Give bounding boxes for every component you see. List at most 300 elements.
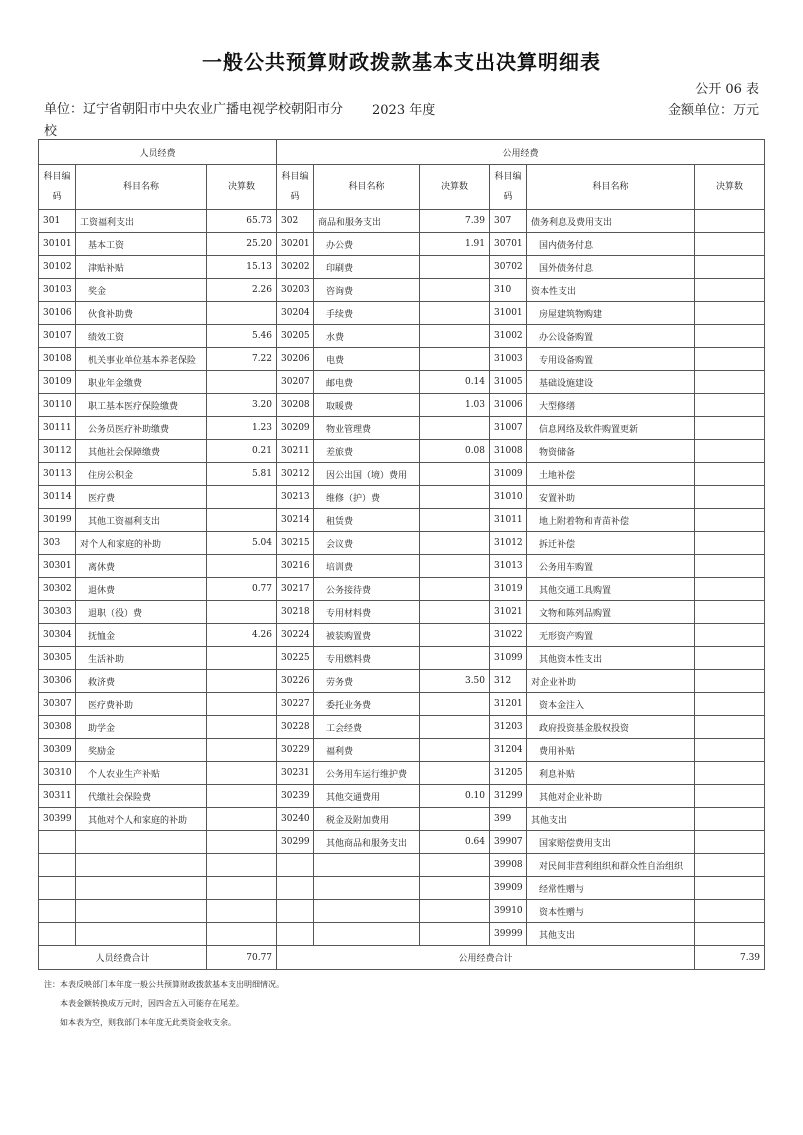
table-row xyxy=(39,739,765,762)
amount-cell xyxy=(420,923,490,946)
name-cell: 会议费 xyxy=(314,532,420,555)
amount-cell xyxy=(695,417,765,440)
amount-cell xyxy=(695,394,765,417)
name-cell: 救济费 xyxy=(76,670,207,693)
amount-cell xyxy=(420,256,490,279)
code-cell: 30231 xyxy=(277,762,314,785)
expenditure-table xyxy=(38,139,765,970)
amount-cell xyxy=(207,601,277,624)
code-cell: 302 xyxy=(277,210,314,233)
amount-cell xyxy=(695,601,765,624)
code-cell: 30399 xyxy=(39,808,76,831)
code-cell: 303 xyxy=(39,532,76,555)
amount-unit: 金额单位：万元 xyxy=(667,103,759,118)
table-row xyxy=(39,325,765,348)
amount-cell xyxy=(695,348,765,371)
code-cell: 39908 xyxy=(490,854,527,877)
amount-cell xyxy=(420,647,490,670)
table-row xyxy=(39,854,765,877)
amount-cell xyxy=(420,325,490,348)
code-cell: 30229 xyxy=(277,739,314,762)
name-cell xyxy=(314,854,420,877)
code-cell: 30214 xyxy=(277,509,314,532)
name-cell: 奖励金 xyxy=(76,739,207,762)
table-row xyxy=(39,256,765,279)
name-cell: 税金及附加费用 xyxy=(314,808,420,831)
name-cell: 文物和陈列品购置 xyxy=(527,601,695,624)
table-row xyxy=(39,923,765,946)
code-cell: 30109 xyxy=(39,371,76,394)
name-cell: 专用燃料费 xyxy=(314,647,420,670)
amount-cell xyxy=(695,578,765,601)
amount-cell: 1.23 xyxy=(207,417,277,440)
group-personnel: 人员经费 xyxy=(39,140,277,165)
report-year: 2023 年度 xyxy=(372,103,436,118)
amount-cell xyxy=(695,624,765,647)
amount-cell: 1.91 xyxy=(420,233,490,256)
code-cell: 31005 xyxy=(490,371,527,394)
amount-cell xyxy=(695,486,765,509)
code-cell: 30308 xyxy=(39,716,76,739)
amount-cell: 65.73 xyxy=(207,210,277,233)
name-cell: 公务用车运行维护费 xyxy=(314,762,420,785)
amount-cell xyxy=(695,532,765,555)
code-cell: 30215 xyxy=(277,532,314,555)
name-cell: 邮电费 xyxy=(314,371,420,394)
code-cell: 31021 xyxy=(490,601,527,624)
code-cell: 30208 xyxy=(277,394,314,417)
amount-cell xyxy=(207,923,277,946)
name-cell: 对民间非营利组织和群众性自治组织 xyxy=(527,854,695,877)
amount-cell xyxy=(207,785,277,808)
amount-cell xyxy=(207,854,277,877)
amount-cell xyxy=(695,900,765,923)
name-cell: 信息网络及软件购置更新 xyxy=(527,417,695,440)
amount-cell xyxy=(420,624,490,647)
amount-cell xyxy=(695,762,765,785)
code-cell xyxy=(39,877,76,900)
code-cell: 30306 xyxy=(39,670,76,693)
code-cell: 30113 xyxy=(39,463,76,486)
name-cell: 代缴社会保险费 xyxy=(76,785,207,808)
amount-cell xyxy=(420,279,490,302)
amount-cell xyxy=(695,716,765,739)
name-cell: 国外债务付息 xyxy=(527,256,695,279)
name-cell: 印刷费 xyxy=(314,256,420,279)
table-row xyxy=(39,486,765,509)
amount-cell xyxy=(420,739,490,762)
col-amount: 决算数 xyxy=(420,165,490,210)
name-cell: 安置补助 xyxy=(527,486,695,509)
name-cell xyxy=(76,877,207,900)
amount-cell xyxy=(207,302,277,325)
code-cell: 30106 xyxy=(39,302,76,325)
col-name: 科目名称 xyxy=(314,165,420,210)
code-cell xyxy=(39,923,76,946)
amount-cell xyxy=(420,486,490,509)
name-cell: 经常性赠与 xyxy=(527,877,695,900)
code-cell: 31010 xyxy=(490,486,527,509)
table-row xyxy=(39,624,765,647)
name-cell: 债务利息及费用支出 xyxy=(527,210,695,233)
amount-cell xyxy=(420,762,490,785)
name-cell: 其他工资福利支出 xyxy=(76,509,207,532)
code-cell: 312 xyxy=(490,670,527,693)
code-cell xyxy=(277,900,314,923)
code-cell: 30108 xyxy=(39,348,76,371)
amount-cell xyxy=(420,601,490,624)
table-row xyxy=(39,555,765,578)
amount-cell xyxy=(695,279,765,302)
code-cell: 30702 xyxy=(490,256,527,279)
name-cell xyxy=(76,923,207,946)
code-cell: 30239 xyxy=(277,785,314,808)
name-cell: 退职（役）费 xyxy=(76,601,207,624)
amount-cell xyxy=(420,854,490,877)
name-cell: 大型修缮 xyxy=(527,394,695,417)
name-cell: 工会经费 xyxy=(314,716,420,739)
code-cell: 31099 xyxy=(490,647,527,670)
col-code: 科目编码 xyxy=(490,165,527,210)
code-cell: 31001 xyxy=(490,302,527,325)
code-cell: 30309 xyxy=(39,739,76,762)
code-cell: 30205 xyxy=(277,325,314,348)
amount-cell xyxy=(695,923,765,946)
code-cell: 399 xyxy=(490,808,527,831)
table-row xyxy=(39,371,765,394)
code-cell: 31009 xyxy=(490,463,527,486)
column-header-row xyxy=(39,165,765,210)
amount-cell xyxy=(207,808,277,831)
code-cell: 30206 xyxy=(277,348,314,371)
amount-cell xyxy=(420,808,490,831)
code-cell xyxy=(39,854,76,877)
name-cell: 差旅费 xyxy=(314,440,420,463)
amount-cell xyxy=(207,716,277,739)
amount-cell xyxy=(695,808,765,831)
name-cell: 生活补助 xyxy=(76,647,207,670)
name-cell: 被装购置费 xyxy=(314,624,420,647)
amount-cell xyxy=(695,831,765,854)
note-line: 如本表为空，则我部门本年度无此类资金收支余。 xyxy=(60,1018,236,1027)
amount-cell xyxy=(695,555,765,578)
note-line: 本表金额转换成万元时，因四舍五入可能存在尾差。 xyxy=(60,999,244,1008)
table-row xyxy=(39,877,765,900)
form-number: 公开 06 表 xyxy=(695,82,759,97)
amount-cell xyxy=(420,877,490,900)
name-cell: 其他交通工具购置 xyxy=(527,578,695,601)
name-cell: 其他商品和服务支出 xyxy=(314,831,420,854)
personnel-total-value: 70.77 xyxy=(207,946,277,970)
name-cell: 因公出国（境）费用 xyxy=(314,463,420,486)
code-cell: 30216 xyxy=(277,555,314,578)
amount-cell: 3.20 xyxy=(207,394,277,417)
name-cell: 租赁费 xyxy=(314,509,420,532)
totals-row xyxy=(39,946,765,970)
name-cell: 其他交通费用 xyxy=(314,785,420,808)
code-cell: 30310 xyxy=(39,762,76,785)
name-cell: 对企业补助 xyxy=(527,670,695,693)
code-cell: 39909 xyxy=(490,877,527,900)
amount-cell xyxy=(695,325,765,348)
code-cell: 30218 xyxy=(277,601,314,624)
name-cell: 电费 xyxy=(314,348,420,371)
name-cell: 国内债务付息 xyxy=(527,233,695,256)
amount-cell xyxy=(420,578,490,601)
amount-cell xyxy=(420,532,490,555)
table-row xyxy=(39,440,765,463)
name-cell: 公务接待费 xyxy=(314,578,420,601)
code-cell: 30111 xyxy=(39,417,76,440)
name-cell: 资本金注入 xyxy=(527,693,695,716)
group-public: 公用经费 xyxy=(277,140,765,165)
amount-cell xyxy=(695,371,765,394)
name-cell: 绩效工资 xyxy=(76,325,207,348)
name-cell: 无形资产购置 xyxy=(527,624,695,647)
col-name: 科目名称 xyxy=(527,165,695,210)
table-row xyxy=(39,831,765,854)
table-row xyxy=(39,348,765,371)
name-cell: 其他社会保障缴费 xyxy=(76,440,207,463)
name-cell: 基础设施建设 xyxy=(527,371,695,394)
table-row xyxy=(39,394,765,417)
name-cell: 公务员医疗补助缴费 xyxy=(76,417,207,440)
code-cell: 31012 xyxy=(490,532,527,555)
code-cell xyxy=(39,831,76,854)
amount-cell: 0.08 xyxy=(420,440,490,463)
code-cell: 39907 xyxy=(490,831,527,854)
name-cell: 工资福利支出 xyxy=(76,210,207,233)
code-cell: 30199 xyxy=(39,509,76,532)
group-header-row xyxy=(39,140,765,165)
name-cell: 资本性赠与 xyxy=(527,900,695,923)
table-row xyxy=(39,279,765,302)
amount-cell xyxy=(695,233,765,256)
code-cell: 30114 xyxy=(39,486,76,509)
amount-cell: 4.26 xyxy=(207,624,277,647)
table-row xyxy=(39,808,765,831)
table-row xyxy=(39,302,765,325)
amount-cell: 25.20 xyxy=(207,233,277,256)
reporting-unit: 单位：辽宁省朝阳市中央农业广播电视学校朝阳市分校 xyxy=(44,102,344,139)
table-row xyxy=(39,233,765,256)
code-cell: 31022 xyxy=(490,624,527,647)
name-cell xyxy=(314,877,420,900)
name-cell: 福利费 xyxy=(314,739,420,762)
code-cell: 30311 xyxy=(39,785,76,808)
note-line: 注：本表反映部门本年度一般公共预算财政拨款基本支出明细情况。 xyxy=(44,980,284,989)
amount-cell xyxy=(695,854,765,877)
name-cell: 土地补偿 xyxy=(527,463,695,486)
code-cell: 31204 xyxy=(490,739,527,762)
amount-cell xyxy=(207,647,277,670)
name-cell: 房屋建筑物购建 xyxy=(527,302,695,325)
code-cell: 30112 xyxy=(39,440,76,463)
amount-cell xyxy=(207,877,277,900)
amount-cell: 2.26 xyxy=(207,279,277,302)
name-cell: 物资储备 xyxy=(527,440,695,463)
code-cell: 307 xyxy=(490,210,527,233)
code-cell: 31003 xyxy=(490,348,527,371)
code-cell: 30307 xyxy=(39,693,76,716)
code-cell: 30301 xyxy=(39,555,76,578)
code-cell: 30204 xyxy=(277,302,314,325)
code-cell: 30107 xyxy=(39,325,76,348)
amount-cell: 0.21 xyxy=(207,440,277,463)
amount-cell xyxy=(420,716,490,739)
amount-cell xyxy=(420,302,490,325)
code-cell: 30304 xyxy=(39,624,76,647)
code-cell: 30701 xyxy=(490,233,527,256)
col-code: 科目编码 xyxy=(277,165,314,210)
name-cell: 其他资本性支出 xyxy=(527,647,695,670)
table-row xyxy=(39,647,765,670)
amount-cell: 0.14 xyxy=(420,371,490,394)
name-cell: 职业年金缴费 xyxy=(76,371,207,394)
name-cell xyxy=(314,900,420,923)
page-title: 一般公共预算财政拨款基本支出决算明细表 xyxy=(202,50,601,74)
col-name: 科目名称 xyxy=(76,165,207,210)
amount-cell xyxy=(695,302,765,325)
name-cell: 机关事业单位基本养老保险 xyxy=(76,348,207,371)
name-cell: 取暖费 xyxy=(314,394,420,417)
code-cell: 39999 xyxy=(490,923,527,946)
code-cell: 31013 xyxy=(490,555,527,578)
name-cell: 培训费 xyxy=(314,555,420,578)
name-cell xyxy=(314,923,420,946)
amount-cell xyxy=(420,417,490,440)
name-cell: 助学金 xyxy=(76,716,207,739)
code-cell: 30101 xyxy=(39,233,76,256)
amount-cell xyxy=(207,900,277,923)
code-cell: 30202 xyxy=(277,256,314,279)
name-cell: 国家赔偿费用支出 xyxy=(527,831,695,854)
name-cell: 其他支出 xyxy=(527,808,695,831)
public-total-label: 公用经费合计 xyxy=(277,946,695,970)
name-cell: 伙食补助费 xyxy=(76,302,207,325)
code-cell: 30102 xyxy=(39,256,76,279)
name-cell: 费用补贴 xyxy=(527,739,695,762)
amount-cell: 7.22 xyxy=(207,348,277,371)
code-cell xyxy=(277,923,314,946)
amount-cell xyxy=(695,440,765,463)
code-cell: 31019 xyxy=(490,578,527,601)
amount-cell xyxy=(695,877,765,900)
amount-cell xyxy=(207,555,277,578)
code-cell: 30227 xyxy=(277,693,314,716)
code-cell: 30217 xyxy=(277,578,314,601)
table-row xyxy=(39,532,765,555)
code-cell: 31011 xyxy=(490,509,527,532)
amount-cell xyxy=(207,509,277,532)
name-cell: 抚恤金 xyxy=(76,624,207,647)
code-cell xyxy=(277,877,314,900)
name-cell: 办公设备购置 xyxy=(527,325,695,348)
code-cell: 39910 xyxy=(490,900,527,923)
amount-cell xyxy=(207,762,277,785)
code-cell: 30228 xyxy=(277,716,314,739)
code-cell: 31008 xyxy=(490,440,527,463)
amount-cell xyxy=(207,831,277,854)
amount-cell: 1.03 xyxy=(420,394,490,417)
amount-cell xyxy=(420,693,490,716)
name-cell: 基本工资 xyxy=(76,233,207,256)
amount-cell xyxy=(207,739,277,762)
table-row xyxy=(39,578,765,601)
code-cell: 30203 xyxy=(277,279,314,302)
name-cell: 物业管理费 xyxy=(314,417,420,440)
name-cell: 津贴补贴 xyxy=(76,256,207,279)
code-cell: 30201 xyxy=(277,233,314,256)
table-row xyxy=(39,693,765,716)
code-cell: 31203 xyxy=(490,716,527,739)
amount-cell: 15.13 xyxy=(207,256,277,279)
code-cell xyxy=(277,854,314,877)
amount-cell xyxy=(695,739,765,762)
amount-cell: 0.64 xyxy=(420,831,490,854)
amount-cell: 3.50 xyxy=(420,670,490,693)
code-cell: 310 xyxy=(490,279,527,302)
name-cell: 专用材料费 xyxy=(314,601,420,624)
name-cell: 办公费 xyxy=(314,233,420,256)
code-cell: 30226 xyxy=(277,670,314,693)
amount-cell xyxy=(207,670,277,693)
code-cell: 31205 xyxy=(490,762,527,785)
code-cell: 30305 xyxy=(39,647,76,670)
table-row xyxy=(39,716,765,739)
code-cell: 30207 xyxy=(277,371,314,394)
amount-cell: 5.46 xyxy=(207,325,277,348)
code-cell xyxy=(39,900,76,923)
amount-cell xyxy=(695,670,765,693)
name-cell xyxy=(76,854,207,877)
name-cell: 利息补贴 xyxy=(527,762,695,785)
code-cell: 30103 xyxy=(39,279,76,302)
amount-cell: 7.39 xyxy=(420,210,490,233)
amount-cell: 0.10 xyxy=(420,785,490,808)
code-cell: 30240 xyxy=(277,808,314,831)
notes xyxy=(44,975,284,1032)
amount-cell xyxy=(695,210,765,233)
amount-cell xyxy=(695,256,765,279)
name-cell: 住房公积金 xyxy=(76,463,207,486)
code-cell: 31006 xyxy=(490,394,527,417)
code-cell: 30299 xyxy=(277,831,314,854)
code-cell: 301 xyxy=(39,210,76,233)
name-cell: 对个人和家庭的补助 xyxy=(76,532,207,555)
table-row xyxy=(39,785,765,808)
amount-cell xyxy=(420,900,490,923)
name-cell: 水费 xyxy=(314,325,420,348)
code-cell: 30211 xyxy=(277,440,314,463)
public-total-value: 7.39 xyxy=(695,946,765,970)
name-cell: 其他对企业补助 xyxy=(527,785,695,808)
amount-cell xyxy=(695,509,765,532)
amount-cell xyxy=(695,785,765,808)
code-cell: 30224 xyxy=(277,624,314,647)
name-cell xyxy=(76,831,207,854)
table-row xyxy=(39,900,765,923)
name-cell: 商品和服务支出 xyxy=(314,210,420,233)
amount-cell xyxy=(695,647,765,670)
name-cell: 公务用车购置 xyxy=(527,555,695,578)
name-cell: 地上附着物和青苗补偿 xyxy=(527,509,695,532)
name-cell: 手续费 xyxy=(314,302,420,325)
amount-cell xyxy=(207,371,277,394)
name-cell: 资本性支出 xyxy=(527,279,695,302)
name-cell: 医疗费 xyxy=(76,486,207,509)
col-code: 科目编码 xyxy=(39,165,76,210)
